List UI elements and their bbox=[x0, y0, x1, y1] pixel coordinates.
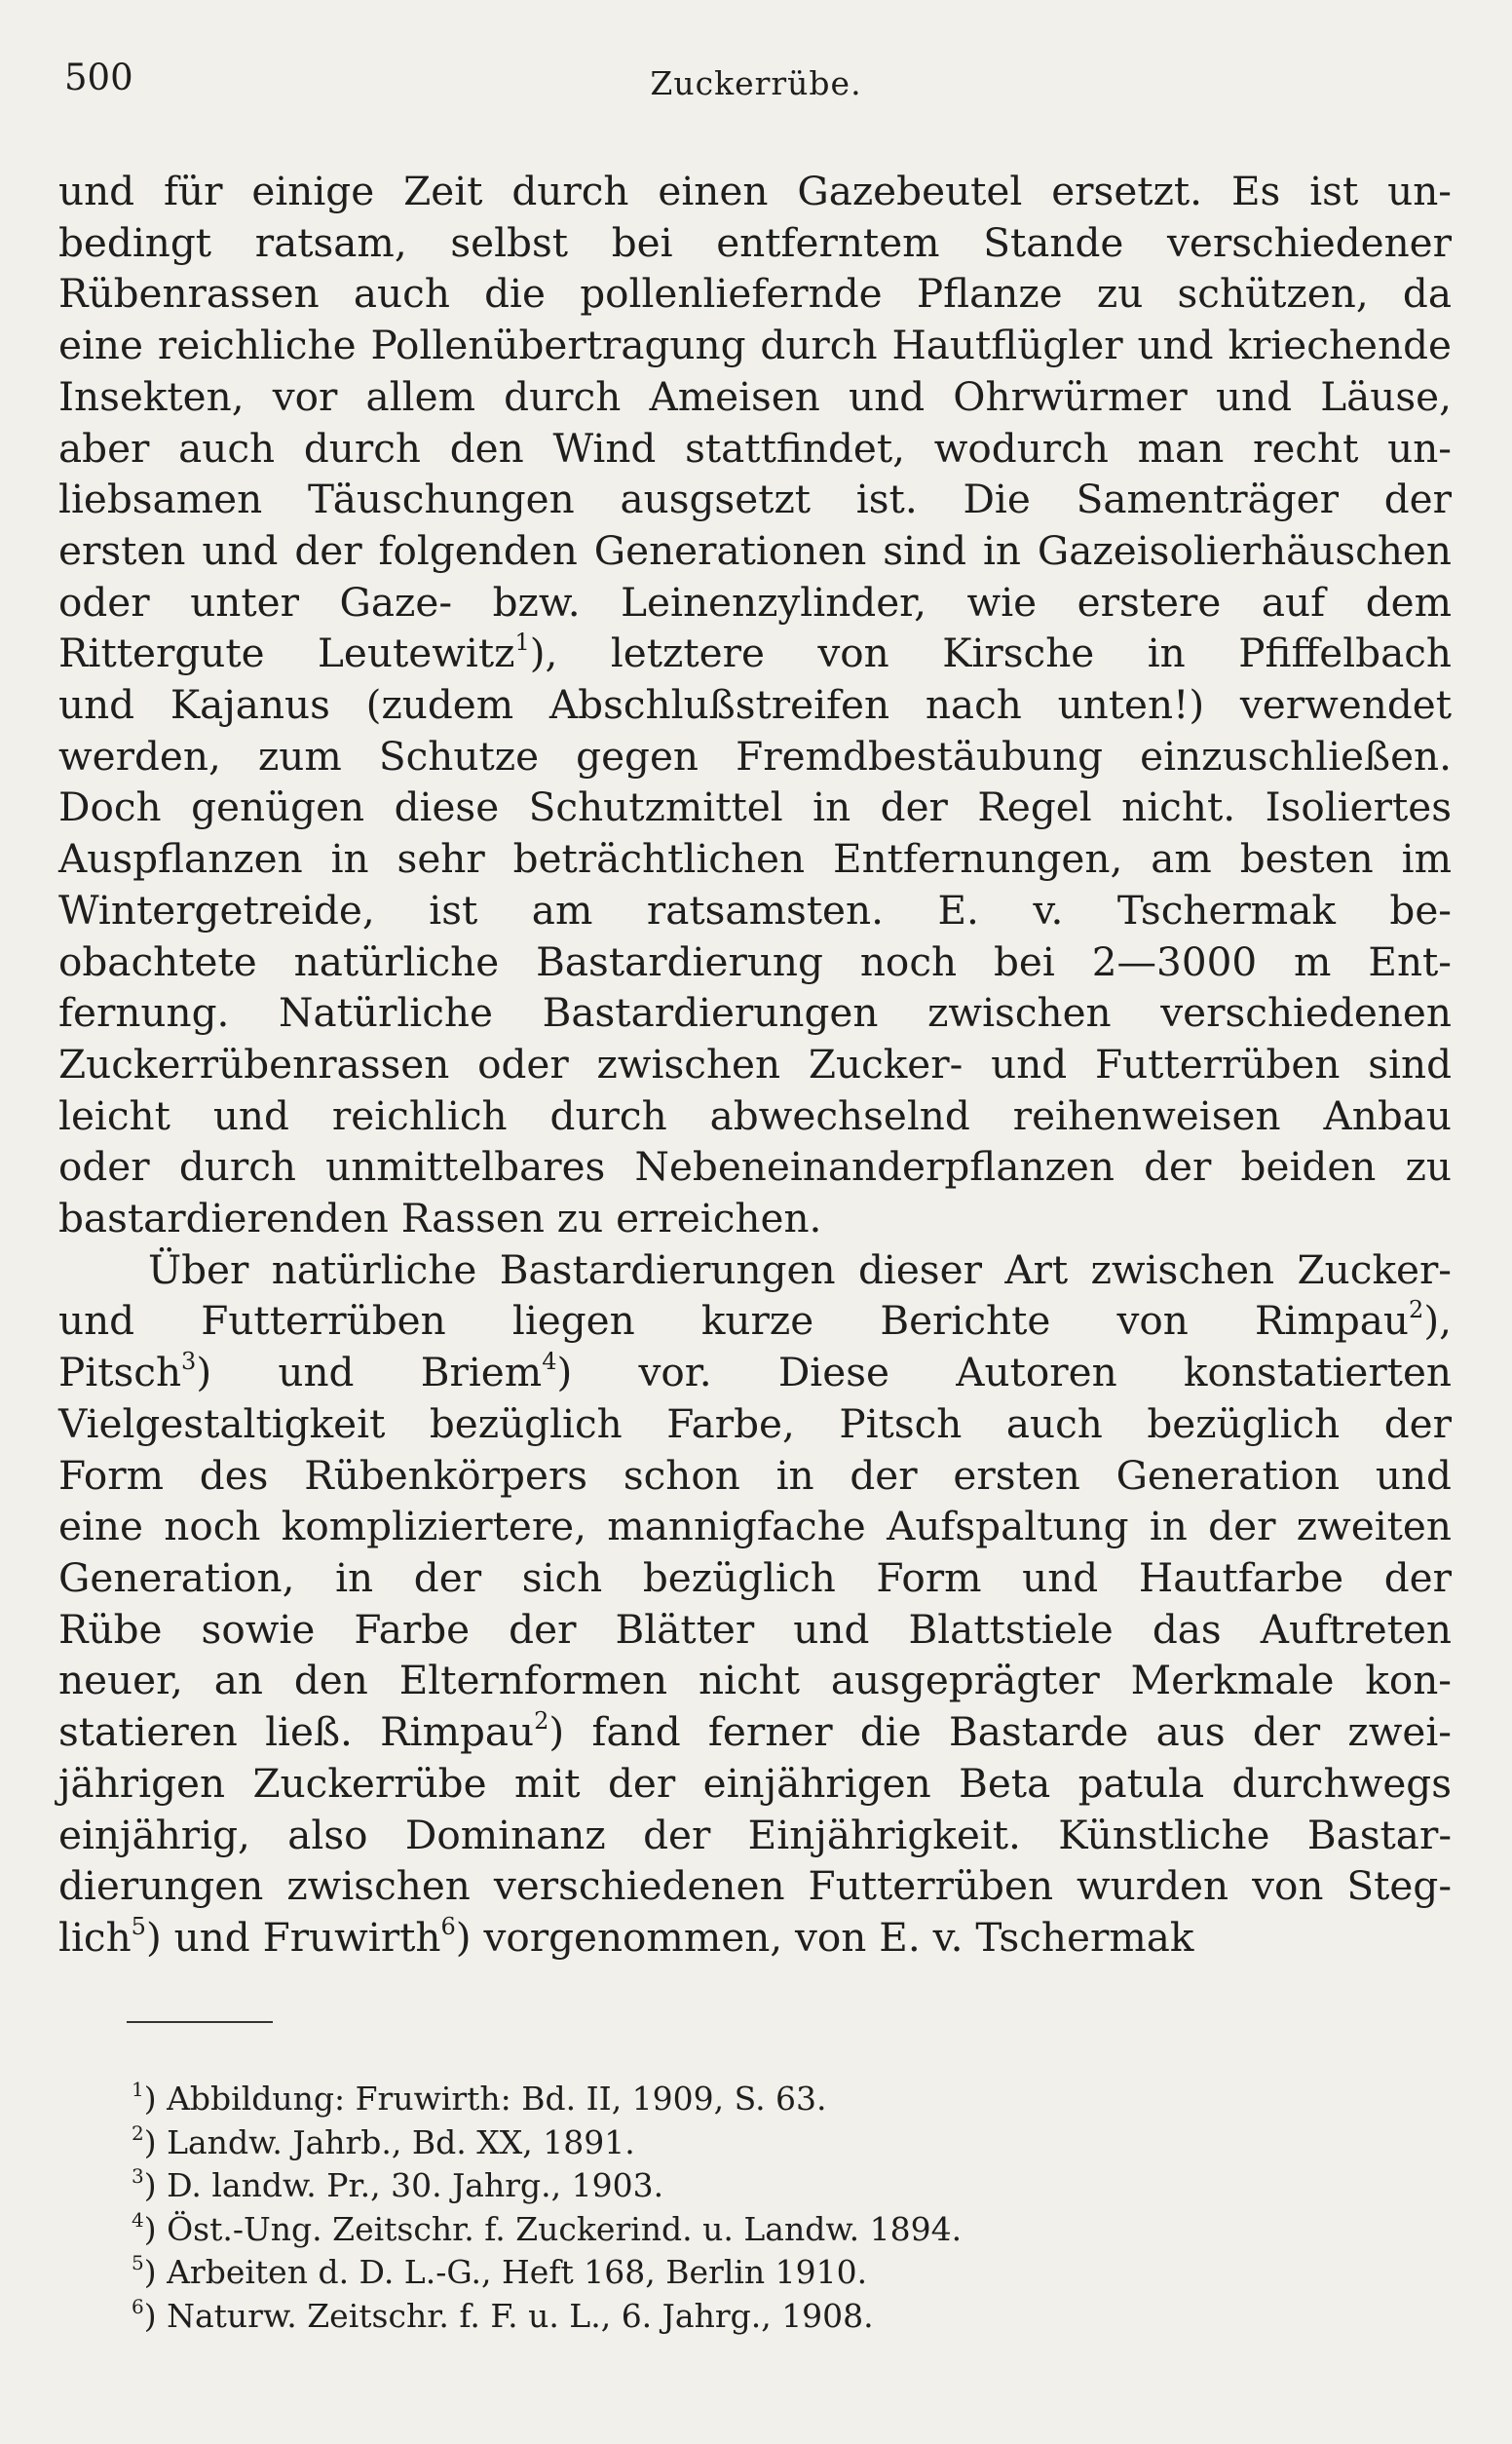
text-line bbox=[58, 1039, 1452, 1090]
footnote-mark: 3 bbox=[132, 2164, 144, 2188]
footnote bbox=[132, 2164, 1301, 2208]
footnote-ref: 2 bbox=[1409, 1296, 1424, 1324]
text-segment: ersten und der folgenden Generationen sind in Gazeisolierhäuschen bbox=[58, 526, 1452, 574]
text-line bbox=[58, 1912, 1452, 1964]
text-segment: ) und Fruwirth bbox=[145, 1913, 441, 1961]
footnote bbox=[132, 2208, 1301, 2252]
text-segment: bedingt ratsam, selbst bei entferntem Stande verschiedener bbox=[58, 218, 1452, 266]
footnote-ref: 1 bbox=[514, 629, 530, 657]
text-line bbox=[58, 1193, 1452, 1244]
text-segment: und Futterrüben liegen kurze Berichte von Rimpau bbox=[58, 1297, 1410, 1345]
text-line bbox=[58, 885, 1452, 936]
paragraph bbox=[58, 1244, 1452, 1964]
text-segment: bastardierenden Rassen zu erreichen. bbox=[58, 1195, 822, 1242]
text-segment: statieren ließ. Rimpau bbox=[58, 1708, 535, 1756]
text-line bbox=[58, 987, 1452, 1039]
text-segment: ) und Briem bbox=[196, 1349, 543, 1396]
text-segment: Doch genügen diese Schutzmittel in der Regel nicht. Isoliertes bbox=[58, 783, 1452, 831]
text-segment: obachtete natürliche Bastardierung noch bei 2—3000 m Ent- bbox=[58, 937, 1452, 985]
text-line bbox=[58, 1090, 1452, 1142]
body-text bbox=[58, 166, 1452, 1964]
text-line bbox=[58, 1655, 1452, 1706]
page-header bbox=[64, 57, 1448, 105]
footnote-ref: 4 bbox=[542, 1348, 557, 1376]
footnote-text: ) Abbildung: Fruwirth: Bd. II, 1909, S. 63. bbox=[143, 2080, 827, 2118]
footnote-ref: 2 bbox=[534, 1707, 549, 1736]
footnote-text: ) Landw. Jahrb., Bd. XX, 1891. bbox=[143, 2122, 635, 2161]
footnote bbox=[132, 2251, 1301, 2295]
text-segment: leicht und reichlich durch abwechselnd reihenweisen Anbau bbox=[58, 1091, 1452, 1139]
text-line bbox=[58, 936, 1452, 988]
text-segment: und Kajanus (zudem Abschlußstreifen nach unten!) verwendet bbox=[58, 681, 1452, 729]
text-line bbox=[58, 217, 1452, 269]
text-segment: Generation, in der sich bezüglich Form und Hautfarbe der bbox=[58, 1553, 1452, 1601]
text-line bbox=[58, 679, 1452, 731]
text-line bbox=[58, 577, 1452, 629]
text-line bbox=[58, 166, 1452, 217]
footnote-ref: 5 bbox=[131, 1913, 146, 1941]
footnote bbox=[132, 2295, 1301, 2339]
footnote-mark: 2 bbox=[132, 2120, 144, 2145]
text-line bbox=[58, 1860, 1452, 1912]
footnote-mark: 6 bbox=[132, 2294, 144, 2318]
text-segment: werden, zum Schutze gegen Fremdbestäubung einzuschließen. bbox=[58, 732, 1452, 780]
footnote-mark: 4 bbox=[132, 2207, 144, 2232]
text-segment: aber auch durch den Wind stattfindet, wodurch man recht un- bbox=[58, 424, 1452, 472]
text-line bbox=[58, 1758, 1452, 1810]
text-line bbox=[58, 1347, 1452, 1398]
page-number: 500 bbox=[64, 57, 133, 98]
text-line bbox=[58, 423, 1452, 475]
text-segment: ) fand ferner die Bastarde aus der zwei- bbox=[548, 1708, 1452, 1756]
text-segment: Rittergute Leutewitz bbox=[58, 630, 515, 677]
text-segment: einjährig, also Dominanz der Einjährigkeit. Künstliche Bastar- bbox=[58, 1811, 1452, 1858]
text-segment: Wintergetreide, ist am ratsamsten. E. v. Tschermak be- bbox=[58, 886, 1452, 934]
text-segment: eine noch kompliziertere, mannigfache Aufspaltung in der zweiten bbox=[58, 1503, 1452, 1550]
text-line bbox=[58, 1398, 1452, 1450]
text-line bbox=[58, 371, 1452, 423]
text-line bbox=[58, 1706, 1452, 1758]
text-line bbox=[58, 833, 1452, 885]
text-line bbox=[58, 474, 1452, 525]
text-line bbox=[58, 1450, 1452, 1502]
footnote-text: ) Naturw. Zeitschr. f. F. u. L., 6. Jahrg., 1908. bbox=[143, 2296, 874, 2335]
footnote-text: ) Öst.-Ung. Zeitschr. f. Zuckerind. u. Landw. 1894. bbox=[143, 2209, 963, 2248]
text-segment: jährigen Zuckerrübe mit der einjährigen Beta patula durchwegs bbox=[58, 1759, 1452, 1807]
text-line bbox=[58, 1141, 1452, 1193]
running-title: Zuckerrübe. bbox=[650, 64, 862, 102]
text-line bbox=[58, 782, 1452, 833]
text-line bbox=[58, 731, 1452, 783]
text-line bbox=[58, 628, 1452, 679]
text-segment: Über natürliche Bastardierungen dieser Art zwischen Zucker- bbox=[148, 1245, 1452, 1293]
text-segment: Pitsch bbox=[58, 1349, 182, 1396]
text-line bbox=[58, 1501, 1452, 1552]
text-line bbox=[58, 1244, 1452, 1296]
footnote-ref: 3 bbox=[181, 1348, 197, 1376]
footnote-divider bbox=[127, 2021, 273, 2023]
text-segment: Zuckerrübenrassen oder zwischen Zucker- und Futterrüben sind bbox=[58, 1040, 1452, 1088]
text-line bbox=[58, 1604, 1452, 1656]
footnote-text: ) Arbeiten d. D. L.-G., Heft 168, Berlin 1910. bbox=[143, 2253, 868, 2291]
text-segment: eine reichliche Pollenübertragung durch Hautflügler und kriechende bbox=[58, 322, 1452, 369]
footnote-ref: 6 bbox=[440, 1913, 456, 1941]
text-segment: ) vorgenommen, von E. v. Tschermak bbox=[455, 1913, 1194, 1961]
footnotes bbox=[132, 2078, 1301, 2338]
text-segment: Vielgestaltigkeit bezüglich Farbe, Pitsch auch bezüglich der bbox=[58, 1399, 1452, 1447]
text-segment: ), letztere von Kirsche in Pfiffelbach bbox=[529, 630, 1452, 677]
text-segment: und für einige Zeit durch einen Gazebeutel ersetzt. Es ist un- bbox=[58, 168, 1452, 214]
text-line bbox=[58, 320, 1452, 371]
text-line bbox=[58, 525, 1452, 577]
text-segment: lich bbox=[58, 1913, 132, 1961]
footnote-text: ) D. landw. Pr., 30. Jahrg., 1903. bbox=[143, 2166, 664, 2204]
footnote bbox=[132, 2121, 1301, 2165]
text-line bbox=[58, 268, 1452, 320]
text-segment: dierungen zwischen verschiedenen Futterrüben wurden von Steg- bbox=[58, 1862, 1452, 1910]
text-segment: neuer, an den Elternformen nicht ausgeprägter Merkmale kon- bbox=[58, 1657, 1452, 1704]
text-segment: Rübe sowie Farbe der Blätter und Blattstiele das Auftreten bbox=[58, 1605, 1452, 1653]
footnote-mark: 1 bbox=[132, 2078, 144, 2101]
text-segment: Insekten, vor allem durch Ameisen und Ohrwürmer und Läuse, bbox=[58, 372, 1452, 420]
text-segment: oder durch unmittelbares Nebeneinanderpflanzen der beiden zu bbox=[58, 1143, 1452, 1191]
paragraph bbox=[58, 166, 1452, 1244]
footnote-mark: 5 bbox=[132, 2251, 144, 2274]
text-segment: oder unter Gaze- bzw. Leinenzylinder, wie erstere auf dem bbox=[58, 578, 1452, 626]
text-segment: ), bbox=[1423, 1297, 1452, 1345]
text-segment: Auspflanzen in sehr beträchtlichen Entfernungen, am besten im bbox=[58, 835, 1452, 883]
text-segment: Rübenrassen auch die pollenliefernde Pflanze zu schützen, da bbox=[58, 270, 1452, 318]
text-line bbox=[58, 1295, 1452, 1347]
text-segment: Form des Rübenkörpers schon in der ersten Generation und bbox=[58, 1451, 1452, 1499]
footnote bbox=[132, 2078, 1301, 2121]
text-segment: fernung. Natürliche Bastardierungen zwischen verschiedenen bbox=[58, 989, 1452, 1037]
text-line bbox=[58, 1552, 1452, 1604]
text-segment: liebsamen Täuschungen ausgsetzt ist. Die Samenträger der bbox=[58, 476, 1452, 523]
text-line bbox=[58, 1810, 1452, 1861]
text-segment: ) vor. Diese Autoren konstatierten bbox=[556, 1349, 1453, 1396]
